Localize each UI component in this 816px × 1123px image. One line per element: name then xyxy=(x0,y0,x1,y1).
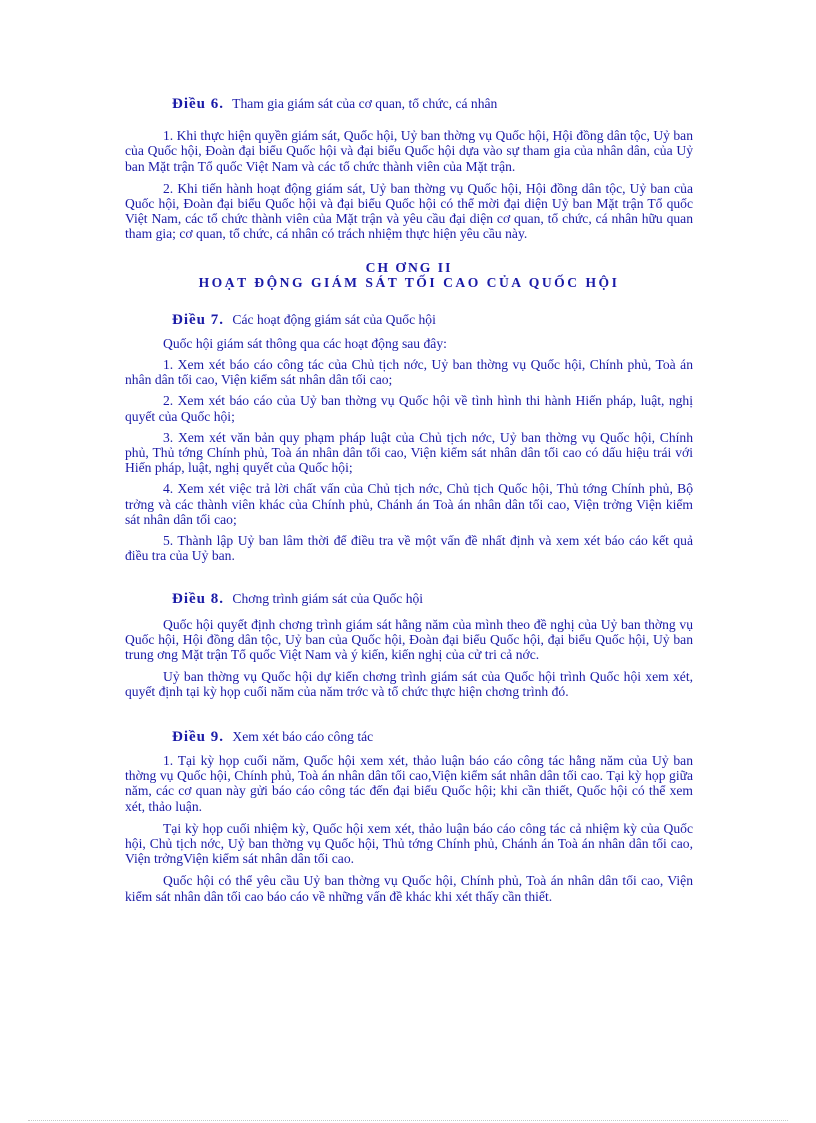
chapter-heading xyxy=(125,260,693,290)
article-8-heading xyxy=(172,591,693,607)
article-9-para-2: Tại kỳ họp cuối nhiệm kỳ, Quốc hội xem xét, thảo luận báo cáo công tác cả nhiệm kỳ của Quốc hội, Chủ tịch nớc, Uỷ ban thờng vụ Quốc hội, Thủ tớng Chính phủ, Chánh án Toà án nhân dân tối cao, Viện trởngViện kiểm sát nhân dân tối cao. xyxy=(125,820,693,867)
article-7-heading xyxy=(172,312,693,328)
article-6-title: Tham gia giám sát của cơ quan, tổ chức, cá nhân xyxy=(232,96,498,111)
article-7-label: Điều 7. xyxy=(172,311,224,328)
article-6-heading xyxy=(172,96,693,112)
article-7-title: Các hoạt động giám sát của Quốc hội xyxy=(232,311,436,327)
article-7-item-5: 5. Thành lập Uỷ ban lâm thời để điều tra về một vấn đề nhất định và xem xét báo cáo kết quả điều tra của Uỷ ban. xyxy=(125,533,693,564)
article-6-clause-2: 2. Khi tiến hành hoạt động giám sát, Uỷ ban thờng vụ Quốc hội, Hội đồng dân tộc, Uỷ ban của Quốc hội, Đoàn đại biểu Quốc hội và đại biểu Quốc hội có thể mời đại diện Uỷ ban Mặt trận Tổ quốc Việt Nam, các tổ chức thành viên của Mặt trận và yêu cầu đại diện cơ quan, tổ chức, cá nhân hữu quan tham gia; cơ quan, tổ chức, cá nhân có trách nhiệm thực hiện yêu cầu này. xyxy=(125,180,693,242)
document-page xyxy=(125,96,693,911)
article-7-item-4: 4. Xem xét việc trả lời chất vấn của Chủ tịch nớc, Chủ tịch Quốc hội, Thủ tớng Chính phủ, Bộ trởng và các thành viên khác của Chính phủ, Chánh án Toà án nhân dân tối cao, Viện trởng Viện kiểm sát nhân dân tối cao; xyxy=(125,481,693,527)
article-6-clause-1: 1. Khi thực hiện quyền giám sát, Quốc hội, Uỷ ban thờng vụ Quốc hội, Hội đồng dân tộc, Uỷ ban của Quốc hội, Đoàn đại biểu Quốc hội và đại biểu Quốc hội dựa vào sự tham gia của nhân dân, của Uỷ ban Mặt trận Tổ quốc Việt Nam và các tổ chức thành viên của Mặt trận. xyxy=(125,128,693,174)
article-7-item-1: 1. Xem xét báo cáo công tác của Chủ tịch nớc, Uỷ ban thờng vụ Quốc hội, Chính phủ, Toà án nhân dân tối cao, Viện kiểm sát nhân dân tối cao; xyxy=(125,357,693,388)
page-bottom-rule xyxy=(28,1120,788,1121)
chapter-title: HOẠT ĐỘNG GIÁM SÁT TỐI CAO CỦA QUỐC HỘI xyxy=(198,274,620,290)
article-8-title: Chơng trình giám sát của Quốc hội xyxy=(232,591,424,607)
article-8-para-2: Uỷ ban thờng vụ Quốc hội dự kiến chơng trình giám sát của Quốc hội trình Quốc hội xem xét, quyết định tại kỳ họp cuối năm của năm trớc và tổ chức thực hiện chơng trình đó. xyxy=(125,669,693,700)
article-9-clause-1: 1. Tại kỳ họp cuối năm, Quốc hội xem xét, thảo luận báo cáo công tác hằng năm của Uỷ ban thờng vụ Quốc hội, Chính phủ, Toà án nhân dân tối cao,Viện kiểm sát nhân dân tối cao. Tại kỳ họp giữa năm, các cơ quan này gửi báo cáo công tác đến đại biểu Quốc hội; khi cần thiết, Quốc hội có thể xem xét, thảo luận. xyxy=(125,752,693,814)
chapter-number: CH ƠNG II xyxy=(365,259,453,275)
section-spacer xyxy=(125,707,693,729)
article-6-label: Điều 6. xyxy=(172,96,224,112)
article-7-item-2: 2. Xem xét báo cáo của Uỷ ban thờng vụ Quốc hội về tình hình thi hành Hiến pháp, luật, nghị quyết của Quốc hội; xyxy=(125,393,693,424)
article-9-heading xyxy=(172,729,693,745)
article-9-label: Điều 9. xyxy=(172,728,224,745)
article-9-para-3: Quốc hội có thể yêu cầu Uỷ ban thờng vụ Quốc hội, Chính phủ, Toà án nhân dân tối cao, Viện kiểm sát nhân dân tối cao báo cáo về những vấn đề khác khi xét thấy cần thiết. xyxy=(125,873,693,904)
section-spacer xyxy=(125,569,693,591)
article-7-intro: Quốc hội giám sát thông qua các hoạt động sau đây: xyxy=(163,335,447,351)
article-8-para-1: Quốc hội quyết định chơng trình giám sát hằng năm của mình theo đề nghị của Uỷ ban thờng vụ Quốc hội, Hội đồng dân tộc, Uỷ ban của Quốc hội, Đoàn đại biểu Quốc hội, đại biểu Quốc hội, Uỷ ban trung ơng Mặt trận Tổ quốc Việt Nam và ý kiến, kiến nghị của cử tri cả nớc. xyxy=(125,616,693,663)
article-9-title: Xem xét báo cáo công tác xyxy=(232,728,374,744)
article-8-label: Điều 8. xyxy=(172,591,224,608)
article-7-item-3: 3. Xem xét văn bản quy phạm pháp luật của Chủ tịch nớc, Uỷ ban thờng vụ Quốc hội, Chính phủ, Thủ tớng Chính phủ, Toà án nhân dân tối cao, Viện kiểm sát nhân dân tối cao có dấu hiệu trái với Hiến pháp, luật, nghị quyết của Quốc hội; xyxy=(125,429,693,476)
